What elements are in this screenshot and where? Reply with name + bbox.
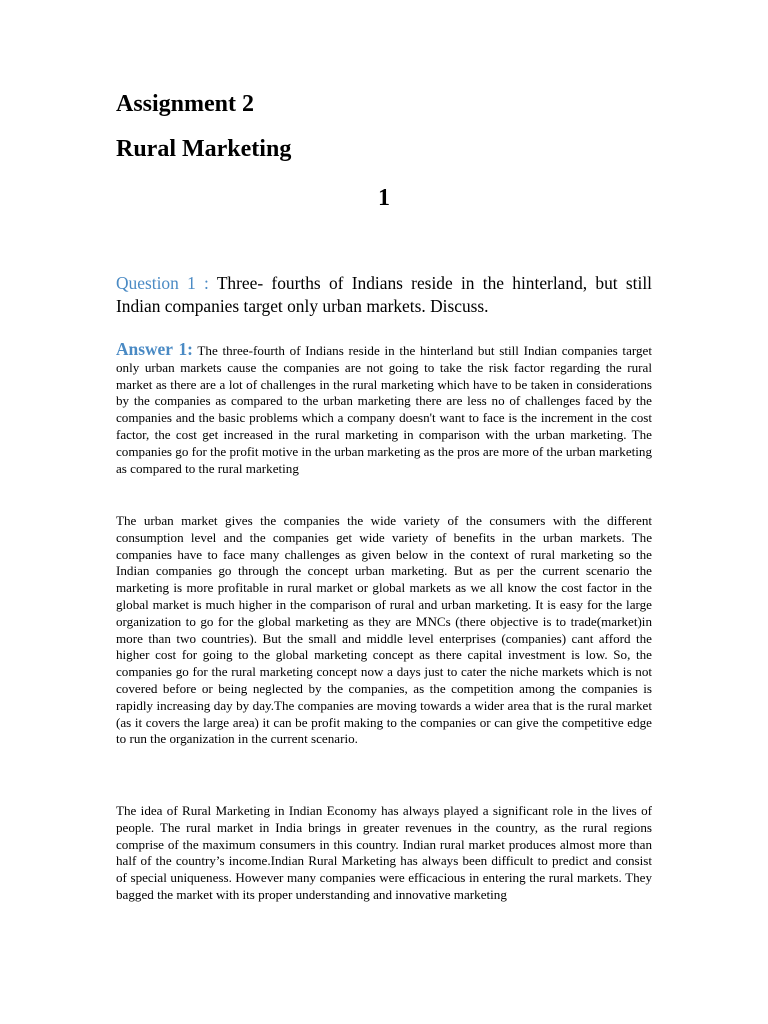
answer-block [116,341,652,477]
question-text: Three- fourths of Indians reside in the hinterland, but still Indian companies target only urban markets. Discuss. [116,273,652,316]
paragraph-urban-market: The urban market gives the companies the wide variety of the consumers with the different consumption level and the companies get wide variety of benefits in the urban markets. The companies have to face many challenges as given below in the context of rural marketing so the Indian companies go through the concept urban marketing. But as per the current scenario the marketing is more profitable in rural market or global markets as we all know the cost factor in the global market is much higher in the comparison of rural and urban marketing. It is easy for the large organization to go for the global marketing as they are MNCs (there objective is to trade(market)in more than two countries). But the small and middle level enterprises (companies) cant afford the higher cost for going to the global marketing concept as there capital investment is low. So, the companies go for the rural marketing concept now a days just to cater the niche markets which is not covered before or being neglected by the companies, as the competition among the companies is rapidly increasing day by day.The companies are moving towards a wider area that is the rural market (as it covers the large area) it can be profit making to the companies or can give the competitive edge to run the organization in the current scenario. [116,513,652,747]
paragraph-rural-marketing-idea: The idea of Rural Marketing in Indian Economy has always played a significant role in the lives of people. The rural market in India brings in greater revenues in the country, as the rural regions comprise of the maximum consumers in this country. Indian rural market produces almost more than half of the country’s income.Indian Rural Marketing has always been difficult to predict and consist of special uniqueness. However many companies were efficacious in entering the rural markets. They bagged the market with its proper understanding and innovative marketing [116,803,652,902]
page-number: 1 [378,185,390,211]
question-label: Question 1 : [116,273,209,293]
answer-text: The three-fourth of Indians reside in the hinterland but still Indian companies target only urban markets cause the companies are not going to take the risk factor regarding the rural market as there are a lot of challenges in the rural marketing which have to be taken in considerations by the companies as compared to the urban marketing there are less no of challenges faced by the companies and the basic problems which a company doesn't want to face is the increment in the cost factor, the cost get increased in the rural marketing in comparison with the urban marketing. The companies go for the profit motive in the urban marketing as the pros are more of the urban marketing as compared to the rural marketing [116,343,652,476]
question-block [116,272,652,318]
subject-title: Rural Marketing [116,136,292,162]
assignment-title: Assignment 2 [116,91,255,117]
answer-label: Answer 1: [116,339,193,359]
